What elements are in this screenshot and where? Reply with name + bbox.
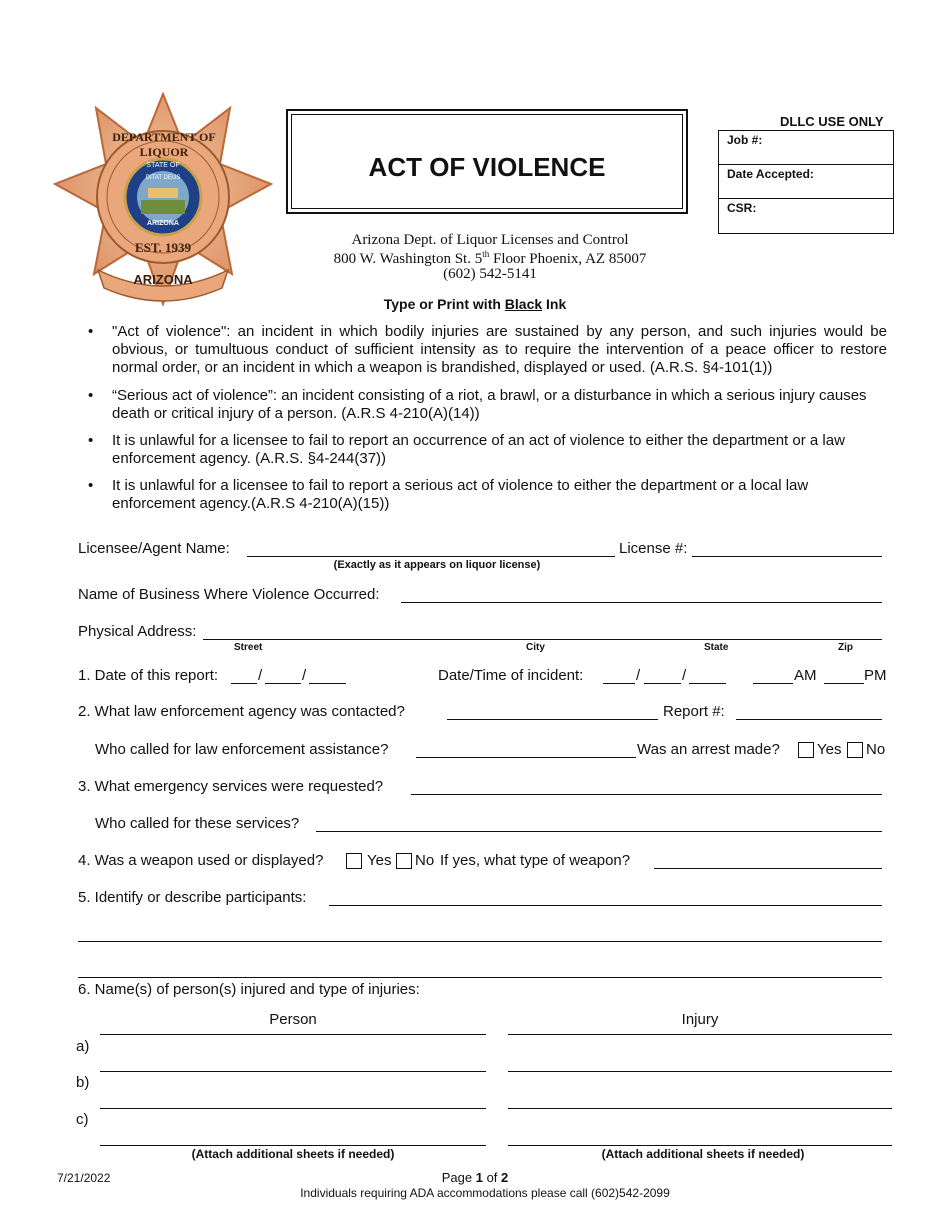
- q1-label: 1. Date of this report:: [78, 667, 219, 684]
- report-month-field[interactable]: [231, 683, 257, 684]
- arrest-no-checkbox[interactable]: [847, 742, 863, 758]
- arrest-no-label: No: [866, 741, 886, 758]
- report-number-label: Report #:: [663, 703, 725, 720]
- job-number-field[interactable]: Job #:: [727, 133, 763, 147]
- csr-field[interactable]: CSR:: [727, 201, 757, 215]
- ada-notice: Individuals requiring ADA accommodations please call (602)542-2099: [300, 1186, 670, 1200]
- bullet-icon: •: [88, 477, 94, 494]
- report-year-field[interactable]: [309, 683, 346, 684]
- definition-item: It is unlawful for a licensee to fail to report a serious act of violence to either the department or a local law enforcement agency.(A.R.S 4-210(A)(15)): [112, 477, 809, 512]
- physical-address-field[interactable]: [203, 639, 882, 640]
- office-use-label: DLLC USE ONLY: [780, 114, 884, 129]
- q5-label: 5. Identify or describe participants:: [78, 889, 307, 906]
- pm-label: PM: [864, 667, 887, 684]
- date-slash: /: [302, 667, 307, 684]
- participants-field-line-2[interactable]: [78, 941, 882, 942]
- title-box: [286, 109, 688, 214]
- row-label-b: b): [76, 1074, 90, 1091]
- seal-established: EST. 1939: [134, 240, 192, 255]
- incident-datetime-label: Date/Time of incident:: [438, 667, 584, 684]
- license-number-label: License #:: [619, 540, 688, 557]
- physical-address-label: Physical Address:: [78, 623, 197, 640]
- licensee-note: (Exactly as it appears on liquor license): [333, 559, 541, 571]
- injury-a-field[interactable]: [508, 1071, 892, 1072]
- seal-state-of: STATE OF: [146, 162, 180, 169]
- injury-field-header-line[interactable]: [508, 1034, 892, 1035]
- injury-b-field[interactable]: [508, 1108, 892, 1109]
- date-slash: /: [682, 667, 687, 684]
- seal-state-small: ARIZONA: [147, 220, 179, 227]
- bullet-icon: •: [88, 323, 94, 340]
- q3-who-label: Who called for these services?: [95, 815, 300, 832]
- agency-name: Arizona Dept. of Liquor Licenses and Control: [351, 232, 629, 248]
- licensee-label: Licensee/Agent Name:: [78, 540, 230, 557]
- emergency-services-field[interactable]: [411, 794, 882, 795]
- seal-banner-text: ARIZONA: [133, 272, 193, 287]
- definition-item: "Act of violence": an incident in which bodily injuries are sustained by any person, and such injuries would be obvious, or tumultuous conduct of sufficient intensity as to require the intervention of a peace officer to restore normal order, or an incident in which a weapon is brandished, displayed or used. (A.R.S. §4-101(1)): [112, 323, 887, 376]
- person-field-header-line[interactable]: [100, 1034, 486, 1035]
- participants-field-line-1[interactable]: [329, 905, 882, 906]
- person-b-field[interactable]: [100, 1108, 486, 1109]
- revision-date: 7/21/2022: [57, 1171, 111, 1185]
- address-zip-caption: Zip: [838, 642, 853, 653]
- arrest-yes-label: Yes: [817, 741, 842, 758]
- incident-time-am-field[interactable]: [753, 683, 793, 684]
- weapon-yes-checkbox[interactable]: [346, 853, 362, 869]
- definition-item: “Serious act of violence”: an incident consisting of a riot, a brawl, or a disturbance in which a serious injury causes death or critical injury of a person. (A.R.S 4-210(A)(14)): [112, 387, 867, 422]
- services-caller-field[interactable]: [316, 831, 882, 832]
- agency-phone: (602) 542-5141: [443, 266, 537, 282]
- injury-column-header: Injury: [681, 1011, 719, 1028]
- attach-note-person: (Attach additional sheets if needed): [191, 1147, 395, 1161]
- page-title: ACT OF VIOLENCE: [368, 152, 606, 182]
- address-state-caption: State: [704, 642, 729, 653]
- incident-day-field[interactable]: [644, 683, 681, 684]
- bullet-icon: •: [88, 387, 94, 404]
- q6-label: 6. Name(s) of person(s) injured and type of injuries:: [78, 981, 420, 998]
- q3-label: 3. What emergency services were requested?: [78, 778, 384, 795]
- arrest-yes-checkbox[interactable]: [798, 742, 814, 758]
- q4-label: 4. Was a weapon used or displayed?: [78, 852, 324, 869]
- dept-liquor-seal: [52, 92, 274, 307]
- date-accepted-field[interactable]: Date Accepted:: [727, 167, 814, 181]
- incident-time-pm-field[interactable]: [824, 683, 864, 684]
- page-number: Page 1 of 2: [441, 1170, 509, 1185]
- seal-top-text: DEPARTMENT OF LIQUOR: [112, 130, 216, 159]
- report-number-field[interactable]: [736, 719, 882, 720]
- agency-address: 800 W. Washington St. 5th Floor Phoenix, AZ 85007: [333, 249, 647, 267]
- ink-instruction: Type or Print with Black Ink: [383, 296, 567, 312]
- q2-who-label: Who called for law enforcement assistance?: [95, 741, 389, 758]
- person-a-field[interactable]: [100, 1071, 486, 1072]
- weapon-no-label: No: [415, 852, 435, 869]
- weapon-no-checkbox[interactable]: [396, 853, 412, 869]
- office-use-table: [718, 130, 894, 234]
- business-name-field[interactable]: [401, 602, 882, 603]
- report-day-field[interactable]: [265, 683, 301, 684]
- bullet-icon: •: [88, 432, 94, 449]
- address-street-caption: Street: [234, 642, 263, 653]
- definition-item: It is unlawful for a licensee to fail to report an occurrence of an act of violence to either the department or a law enforcement agency. (A.R.S. §4-244(37)): [112, 432, 845, 467]
- law-agency-field[interactable]: [447, 719, 658, 720]
- date-slash: /: [636, 667, 641, 684]
- seal-motto: DITAT DEUS: [145, 175, 181, 181]
- incident-month-field[interactable]: [603, 683, 635, 684]
- person-column-header: Person: [269, 1011, 317, 1028]
- licensee-name-field[interactable]: [247, 556, 615, 557]
- business-name-label: Name of Business Where Violence Occurred:: [78, 586, 380, 603]
- attach-note-injury: (Attach additional sheets if needed): [601, 1147, 805, 1161]
- person-c-field[interactable]: [100, 1145, 486, 1146]
- row-label-c: c): [76, 1111, 89, 1128]
- incident-year-field[interactable]: [689, 683, 726, 684]
- weapon-type-field[interactable]: [654, 868, 882, 869]
- license-number-field[interactable]: [692, 556, 882, 557]
- injury-c-field[interactable]: [508, 1145, 892, 1146]
- q2-label: 2. What law enforcement agency was contacted?: [78, 703, 405, 720]
- address-city-caption: City: [526, 642, 545, 653]
- row-label-a: a): [76, 1038, 90, 1055]
- participants-field-line-3[interactable]: [78, 977, 882, 978]
- arrest-label: Was an arrest made?: [637, 741, 780, 758]
- law-caller-field[interactable]: [416, 757, 636, 758]
- weapon-type-label: If yes, what type of weapon?: [440, 852, 631, 869]
- am-label: AM: [794, 667, 817, 684]
- date-slash: /: [258, 667, 263, 684]
- weapon-yes-label: Yes: [367, 852, 392, 869]
